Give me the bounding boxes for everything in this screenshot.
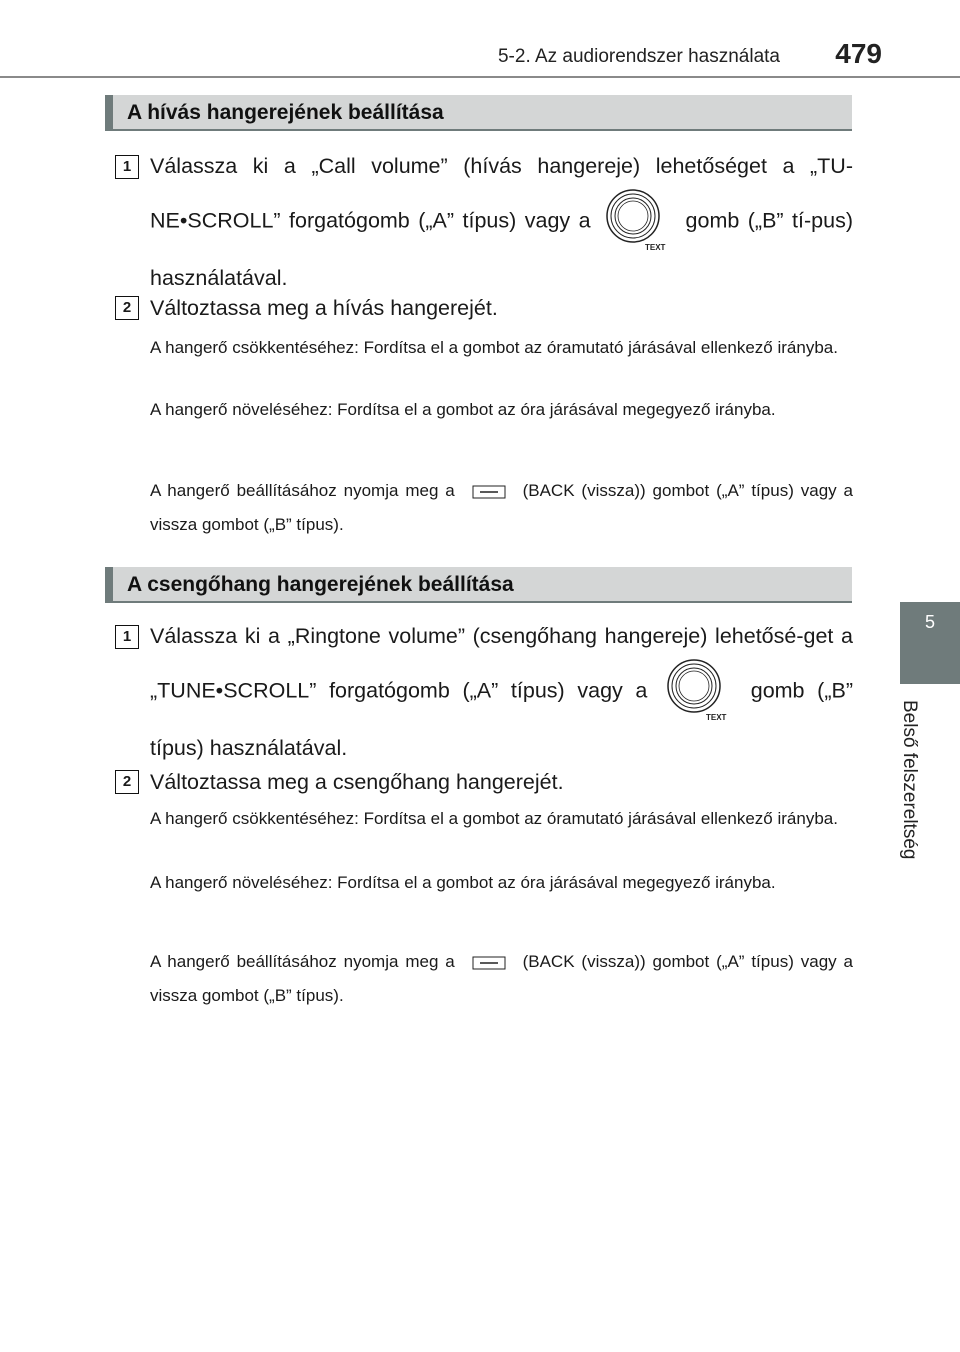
chapter-tab xyxy=(900,602,960,684)
back-button-icon xyxy=(472,956,506,970)
step-badge: 2 xyxy=(115,296,139,320)
step-text-part: Válassza ki a „Ringtone volume” (csengőhang hangereje) lehetősé-get a „TUNE•SCROLL” forgatógomb („A” típus) vagy a xyxy=(150,624,853,703)
step-text-part: gomb („B” tí-pus) használatával. xyxy=(150,208,853,290)
step-text-part: gomb („B” típus) használatával. xyxy=(150,678,853,760)
step-text xyxy=(150,610,853,774)
step-text: Változtassa meg a csengőhang hangerejét. xyxy=(150,770,564,794)
note-text-part: (BACK (vissza)) gombot („A” típus) vagy a vissza gombot („B” típus). xyxy=(150,952,854,1005)
header-divider xyxy=(0,76,960,78)
back-button-icon xyxy=(472,485,506,499)
section-heading-text: A csengőhang hangerejének beállítása xyxy=(127,573,514,596)
text-knob-icon xyxy=(666,662,732,722)
note-paragraph xyxy=(150,474,853,542)
step-badge: 1 xyxy=(115,625,139,649)
knob-label: TEXT xyxy=(645,243,666,252)
note-paragraph: A hangerő növeléséhez: Fordítsa el a gombot az óra járásával megegyező irányba. xyxy=(150,873,776,892)
running-header: 5-2. Az audiorendszer használata xyxy=(497,46,780,67)
chapter-label: Belső felszereltség xyxy=(899,700,920,860)
note-paragraph: A hangerő csökkentéséhez: Fordítsa el a gombot az óramutató járásával ellenkező irányba. xyxy=(150,338,838,357)
note-paragraph: A hangerő csökkentéséhez: Fordítsa el a gombot az óramutató járásával ellenkező irányba. xyxy=(150,809,838,828)
step-badge: 2 xyxy=(115,770,139,794)
step-text xyxy=(150,140,853,304)
knob-label: TEXT xyxy=(706,713,727,722)
note-text-part: A hangerő beállításához nyomja meg a xyxy=(150,952,455,971)
note-paragraph: A hangerő növeléséhez: Fordítsa el a gombot az óra járásával megegyező irányba. xyxy=(150,400,776,419)
note-text-part: (BACK (vissza)) gombot („A” típus) vagy a vissza gombot („B” típus). xyxy=(150,481,854,534)
section-heading xyxy=(105,95,852,131)
step-text-part: Válassza ki a „Call volume” (hívás hangereje) lehetőséget a „TU-NE•SCROLL” forgatógomb („A” típus) vagy a xyxy=(150,154,853,233)
page-number: 479 xyxy=(835,38,882,69)
chapter-number: 5 xyxy=(924,612,935,632)
note-text-part: A hangerő beállításához nyomja meg a xyxy=(150,481,455,500)
text-knob-icon xyxy=(605,192,671,252)
chapter-label-container xyxy=(882,700,942,880)
section-heading xyxy=(105,567,852,603)
step-badge: 1 xyxy=(115,155,139,179)
step-text: Változtassa meg a hívás hangerejét. xyxy=(150,296,498,320)
section-heading-text: A hívás hangerejének beállítása xyxy=(127,101,444,124)
note-paragraph xyxy=(150,945,853,1013)
